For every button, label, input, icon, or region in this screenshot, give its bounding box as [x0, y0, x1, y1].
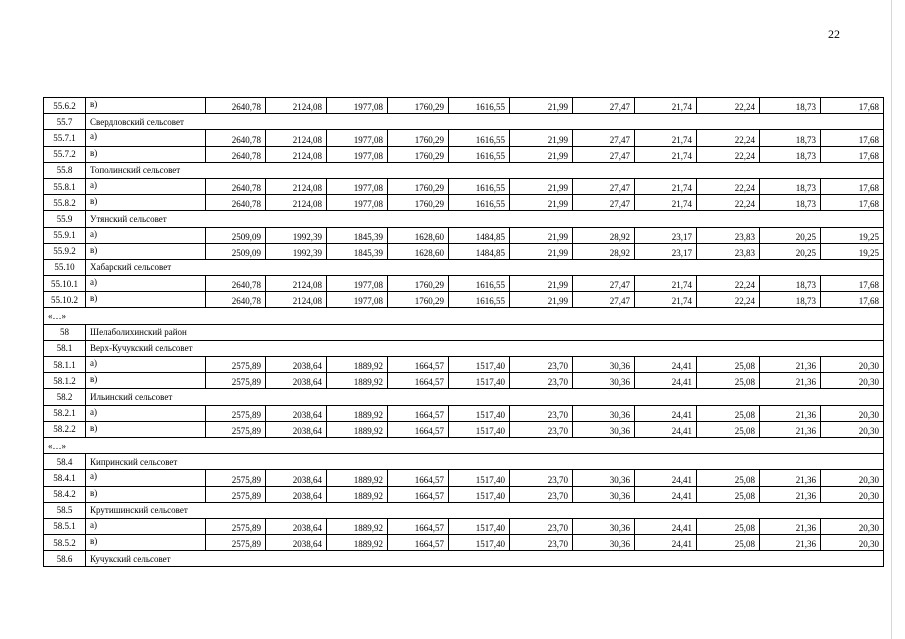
section-number-cell: 55.9: [44, 211, 86, 227]
value-cell: 22,24: [697, 146, 760, 162]
value-cell: 20,30: [821, 535, 884, 551]
table-row: [44, 243, 884, 259]
subitem-letter-cell: а): [86, 470, 206, 486]
value-cell: 21,36: [760, 535, 821, 551]
value-cell: 21,99: [510, 276, 573, 292]
value-cell: 24,41: [635, 535, 697, 551]
section-number-cell: 58.1: [44, 340, 86, 356]
row-number-cell: 58.4.2: [44, 486, 86, 502]
section-row: [44, 114, 884, 130]
section-number-cell: 58.6: [44, 551, 86, 567]
value-cell: 2640,78: [206, 292, 266, 308]
value-cell: 1977,08: [327, 292, 388, 308]
value-cell: 20,25: [760, 243, 821, 259]
value-cell: 1664,57: [388, 373, 449, 389]
value-cell: 1664,57: [388, 357, 449, 373]
value-cell: 23,70: [510, 421, 573, 437]
value-cell: 1760,29: [388, 178, 449, 194]
value-cell: 1616,55: [449, 178, 510, 194]
value-cell: 23,17: [635, 227, 697, 243]
value-cell: 27,47: [573, 146, 635, 162]
value-cell: 30,36: [573, 535, 635, 551]
value-cell: 25,08: [697, 421, 760, 437]
value-cell: 30,36: [573, 470, 635, 486]
value-cell: 1517,40: [449, 405, 510, 421]
section-row: [44, 551, 884, 567]
value-cell: 1889,92: [327, 357, 388, 373]
value-cell: 25,08: [697, 486, 760, 502]
section-number-cell: 58: [44, 324, 86, 340]
value-cell: 18,73: [760, 178, 821, 194]
value-cell: 21,36: [760, 421, 821, 437]
table-row: [44, 405, 884, 421]
value-cell: 1616,55: [449, 276, 510, 292]
value-cell: 21,36: [760, 470, 821, 486]
value-cell: 1664,57: [388, 535, 449, 551]
section-number-cell: 58.4: [44, 454, 86, 470]
section-name-cell: Кипринский сельсовет: [86, 454, 884, 470]
value-cell: 22,24: [697, 195, 760, 211]
row-number-cell: 55.7.2: [44, 146, 86, 162]
value-cell: 21,99: [510, 227, 573, 243]
value-cell: 2124,08: [266, 195, 327, 211]
value-cell: 1845,39: [327, 227, 388, 243]
value-cell: 2575,89: [206, 535, 266, 551]
table-row: [44, 470, 884, 486]
value-cell: 1760,29: [388, 276, 449, 292]
value-cell: 25,08: [697, 405, 760, 421]
value-cell: 24,41: [635, 470, 697, 486]
value-cell: 1664,57: [388, 470, 449, 486]
subitem-letter-cell: а): [86, 518, 206, 534]
section-number-cell: 58.5: [44, 502, 86, 518]
value-cell: 2038,64: [266, 470, 327, 486]
subitem-letter-cell: в): [86, 373, 206, 389]
value-cell: 27,47: [573, 178, 635, 194]
value-cell: 1664,57: [388, 486, 449, 502]
value-cell: 21,99: [510, 130, 573, 146]
value-cell: 23,70: [510, 357, 573, 373]
value-cell: 2575,89: [206, 470, 266, 486]
value-cell: 30,36: [573, 373, 635, 389]
value-cell: 2038,64: [266, 357, 327, 373]
value-cell: 17,68: [821, 276, 884, 292]
table-row: [44, 227, 884, 243]
tariff-table: [43, 97, 884, 567]
value-cell: 1616,55: [449, 292, 510, 308]
value-cell: 30,36: [573, 421, 635, 437]
section-name-cell: Утянский сельсовет: [86, 211, 884, 227]
value-cell: 1616,55: [449, 130, 510, 146]
value-cell: 20,30: [821, 357, 884, 373]
value-cell: 20,30: [821, 518, 884, 534]
value-cell: 27,47: [573, 195, 635, 211]
value-cell: 18,73: [760, 276, 821, 292]
value-cell: 2509,09: [206, 243, 266, 259]
section-name-cell: Ильинский сельсовет: [86, 389, 884, 405]
value-cell: 1889,92: [327, 486, 388, 502]
value-cell: 1628,60: [388, 227, 449, 243]
value-cell: 1977,08: [327, 195, 388, 211]
value-cell: 21,74: [635, 276, 697, 292]
value-cell: 1760,29: [388, 98, 449, 114]
value-cell: 25,08: [697, 518, 760, 534]
value-cell: 19,25: [821, 243, 884, 259]
value-cell: 2038,64: [266, 535, 327, 551]
subitem-letter-cell: в): [86, 292, 206, 308]
value-cell: 1664,57: [388, 518, 449, 534]
value-cell: 2038,64: [266, 486, 327, 502]
value-cell: 24,41: [635, 405, 697, 421]
value-cell: 1992,39: [266, 243, 327, 259]
page-edge-line: [891, 0, 892, 639]
subitem-letter-cell: в): [86, 243, 206, 259]
row-number-cell: 55.9.2: [44, 243, 86, 259]
value-cell: 21,36: [760, 518, 821, 534]
value-cell: 22,24: [697, 178, 760, 194]
value-cell: 23,70: [510, 535, 573, 551]
value-cell: 1889,92: [327, 470, 388, 486]
section-row: [44, 454, 884, 470]
section-row: [44, 389, 884, 405]
value-cell: 20,30: [821, 470, 884, 486]
section-name-cell: Кучукский сельсовет: [86, 551, 884, 567]
value-cell: 1977,08: [327, 98, 388, 114]
value-cell: 1517,40: [449, 486, 510, 502]
table-body: [44, 98, 884, 567]
section-number-cell: 58.2: [44, 389, 86, 405]
value-cell: 21,74: [635, 195, 697, 211]
section-row: [44, 502, 884, 518]
value-cell: 21,36: [760, 405, 821, 421]
value-cell: 2575,89: [206, 486, 266, 502]
value-cell: 17,68: [821, 146, 884, 162]
value-cell: 21,99: [510, 195, 573, 211]
subitem-letter-cell: а): [86, 178, 206, 194]
value-cell: 22,24: [697, 276, 760, 292]
value-cell: 27,47: [573, 276, 635, 292]
value-cell: 21,99: [510, 98, 573, 114]
value-cell: 1664,57: [388, 405, 449, 421]
value-cell: 2124,08: [266, 146, 327, 162]
value-cell: 21,74: [635, 178, 697, 194]
row-number-cell: 55.9.1: [44, 227, 86, 243]
value-cell: 18,73: [760, 98, 821, 114]
row-number-cell: 55.8.2: [44, 195, 86, 211]
value-cell: 24,41: [635, 357, 697, 373]
value-cell: 1977,08: [327, 178, 388, 194]
value-cell: 2124,08: [266, 178, 327, 194]
page-number: 22: [828, 27, 840, 41]
value-cell: 1484,85: [449, 227, 510, 243]
section-row: [44, 211, 884, 227]
value-cell: 1760,29: [388, 292, 449, 308]
value-cell: 23,70: [510, 486, 573, 502]
table-row: [44, 518, 884, 534]
value-cell: 20,30: [821, 486, 884, 502]
value-cell: 30,36: [573, 357, 635, 373]
section-number-cell: 55.10: [44, 259, 86, 275]
row-number-cell: 55.10.2: [44, 292, 86, 308]
value-cell: 2640,78: [206, 276, 266, 292]
subitem-letter-cell: в): [86, 146, 206, 162]
value-cell: 2640,78: [206, 195, 266, 211]
section-number-cell: 55.8: [44, 162, 86, 178]
value-cell: 19,25: [821, 227, 884, 243]
subitem-letter-cell: а): [86, 405, 206, 421]
value-cell: 1889,92: [327, 373, 388, 389]
row-number-cell: 55.10.1: [44, 276, 86, 292]
value-cell: 27,47: [573, 130, 635, 146]
value-cell: 24,41: [635, 518, 697, 534]
value-cell: 17,68: [821, 195, 884, 211]
table-row: [44, 146, 884, 162]
subitem-letter-cell: в): [86, 535, 206, 551]
value-cell: 21,36: [760, 357, 821, 373]
value-cell: 17,68: [821, 178, 884, 194]
value-cell: 21,99: [510, 292, 573, 308]
value-cell: 1616,55: [449, 146, 510, 162]
subitem-letter-cell: в): [86, 486, 206, 502]
section-row: [44, 162, 884, 178]
value-cell: 2575,89: [206, 518, 266, 534]
value-cell: 1977,08: [327, 130, 388, 146]
value-cell: 1889,92: [327, 421, 388, 437]
table-row: [44, 195, 884, 211]
value-cell: 1517,40: [449, 518, 510, 534]
value-cell: 1517,40: [449, 357, 510, 373]
value-cell: 2640,78: [206, 98, 266, 114]
row-number-cell: 58.1.2: [44, 373, 86, 389]
value-cell: 23,70: [510, 405, 573, 421]
table-row: [44, 98, 884, 114]
row-number-cell: 58.4.1: [44, 470, 86, 486]
table-row: [44, 486, 884, 502]
value-cell: 1517,40: [449, 470, 510, 486]
value-cell: 18,73: [760, 130, 821, 146]
value-cell: 2575,89: [206, 373, 266, 389]
value-cell: 1517,40: [449, 535, 510, 551]
value-cell: 2124,08: [266, 276, 327, 292]
value-cell: 2124,08: [266, 130, 327, 146]
value-cell: 1484,85: [449, 243, 510, 259]
value-cell: 23,17: [635, 243, 697, 259]
row-number-cell: 58.2.1: [44, 405, 86, 421]
value-cell: 23,70: [510, 373, 573, 389]
value-cell: 17,68: [821, 292, 884, 308]
value-cell: 1845,39: [327, 243, 388, 259]
value-cell: 2575,89: [206, 421, 266, 437]
value-cell: 2038,64: [266, 421, 327, 437]
value-cell: 2640,78: [206, 178, 266, 194]
section-row: [44, 259, 884, 275]
value-cell: 18,73: [760, 292, 821, 308]
value-cell: 1517,40: [449, 421, 510, 437]
table-row: [44, 357, 884, 373]
value-cell: 25,08: [697, 535, 760, 551]
value-cell: 1889,92: [327, 518, 388, 534]
row-number-cell: 55.7.1: [44, 130, 86, 146]
value-cell: 21,99: [510, 146, 573, 162]
value-cell: 21,74: [635, 292, 697, 308]
section-number-cell: 55.7: [44, 114, 86, 130]
row-number-cell: 58.5.2: [44, 535, 86, 551]
value-cell: 1977,08: [327, 146, 388, 162]
value-cell: 23,70: [510, 470, 573, 486]
subitem-letter-cell: в): [86, 98, 206, 114]
value-cell: 28,92: [573, 243, 635, 259]
row-number-cell: 58.2.2: [44, 421, 86, 437]
value-cell: 17,68: [821, 98, 884, 114]
value-cell: 25,08: [697, 470, 760, 486]
value-cell: 30,36: [573, 518, 635, 534]
ellipsis-row: [44, 308, 884, 324]
subitem-letter-cell: а): [86, 276, 206, 292]
section-name-cell: Крутишинский сельсовет: [86, 502, 884, 518]
value-cell: 28,92: [573, 227, 635, 243]
value-cell: 21,99: [510, 243, 573, 259]
row-number-cell: 58.1.1: [44, 357, 86, 373]
value-cell: 21,36: [760, 373, 821, 389]
value-cell: 23,83: [697, 227, 760, 243]
value-cell: 2038,64: [266, 373, 327, 389]
table-row: [44, 421, 884, 437]
section-name-cell: Хабарский сельсовет: [86, 259, 884, 275]
value-cell: 24,41: [635, 373, 697, 389]
ellipsis-cell: «…»: [44, 437, 884, 453]
value-cell: 2509,09: [206, 227, 266, 243]
table-row: [44, 130, 884, 146]
value-cell: 18,73: [760, 195, 821, 211]
value-cell: 21,74: [635, 130, 697, 146]
value-cell: 1616,55: [449, 195, 510, 211]
value-cell: 2038,64: [266, 405, 327, 421]
value-cell: 1760,29: [388, 130, 449, 146]
value-cell: 2640,78: [206, 130, 266, 146]
value-cell: 2575,89: [206, 357, 266, 373]
value-cell: 21,36: [760, 486, 821, 502]
table-row: [44, 178, 884, 194]
section-row: [44, 340, 884, 356]
table-row: [44, 276, 884, 292]
value-cell: 25,08: [697, 357, 760, 373]
value-cell: 1760,29: [388, 146, 449, 162]
value-cell: 22,24: [697, 292, 760, 308]
value-cell: 2575,89: [206, 405, 266, 421]
value-cell: 1889,92: [327, 405, 388, 421]
value-cell: 1889,92: [327, 535, 388, 551]
section-name-cell: Тополинский сельсовет: [86, 162, 884, 178]
value-cell: 20,30: [821, 405, 884, 421]
section-row: [44, 324, 884, 340]
value-cell: 2124,08: [266, 98, 327, 114]
value-cell: 1628,60: [388, 243, 449, 259]
section-name-cell: Свердловский сельсовет: [86, 114, 884, 130]
subitem-letter-cell: а): [86, 227, 206, 243]
value-cell: 24,41: [635, 421, 697, 437]
value-cell: 27,47: [573, 292, 635, 308]
value-cell: 2038,64: [266, 518, 327, 534]
value-cell: 20,30: [821, 421, 884, 437]
subitem-letter-cell: а): [86, 357, 206, 373]
value-cell: 20,25: [760, 227, 821, 243]
table-row: [44, 535, 884, 551]
value-cell: 23,70: [510, 518, 573, 534]
value-cell: 2124,08: [266, 292, 327, 308]
ellipsis-cell: «…»: [44, 308, 884, 324]
table-row: [44, 373, 884, 389]
value-cell: 1517,40: [449, 373, 510, 389]
value-cell: 17,68: [821, 130, 884, 146]
value-cell: 18,73: [760, 146, 821, 162]
value-cell: 27,47: [573, 98, 635, 114]
value-cell: 22,24: [697, 98, 760, 114]
subitem-letter-cell: а): [86, 130, 206, 146]
value-cell: 24,41: [635, 486, 697, 502]
value-cell: 1760,29: [388, 195, 449, 211]
row-number-cell: 58.5.1: [44, 518, 86, 534]
value-cell: 25,08: [697, 373, 760, 389]
value-cell: 21,99: [510, 178, 573, 194]
value-cell: 21,74: [635, 98, 697, 114]
ellipsis-row: [44, 437, 884, 453]
value-cell: 1977,08: [327, 276, 388, 292]
table-row: [44, 292, 884, 308]
row-number-cell: 55.8.1: [44, 178, 86, 194]
value-cell: 21,74: [635, 146, 697, 162]
value-cell: 30,36: [573, 405, 635, 421]
value-cell: 23,83: [697, 243, 760, 259]
row-number-cell: 55.6.2: [44, 98, 86, 114]
value-cell: 1992,39: [266, 227, 327, 243]
value-cell: 20,30: [821, 373, 884, 389]
value-cell: 30,36: [573, 486, 635, 502]
subitem-letter-cell: в): [86, 195, 206, 211]
value-cell: 2640,78: [206, 146, 266, 162]
value-cell: 1616,55: [449, 98, 510, 114]
value-cell: 22,24: [697, 130, 760, 146]
section-name-cell: Верх-Кучукский сельсовет: [86, 340, 884, 356]
section-name-cell: Шелаболихинский район: [86, 324, 884, 340]
subitem-letter-cell: в): [86, 421, 206, 437]
value-cell: 1664,57: [388, 421, 449, 437]
